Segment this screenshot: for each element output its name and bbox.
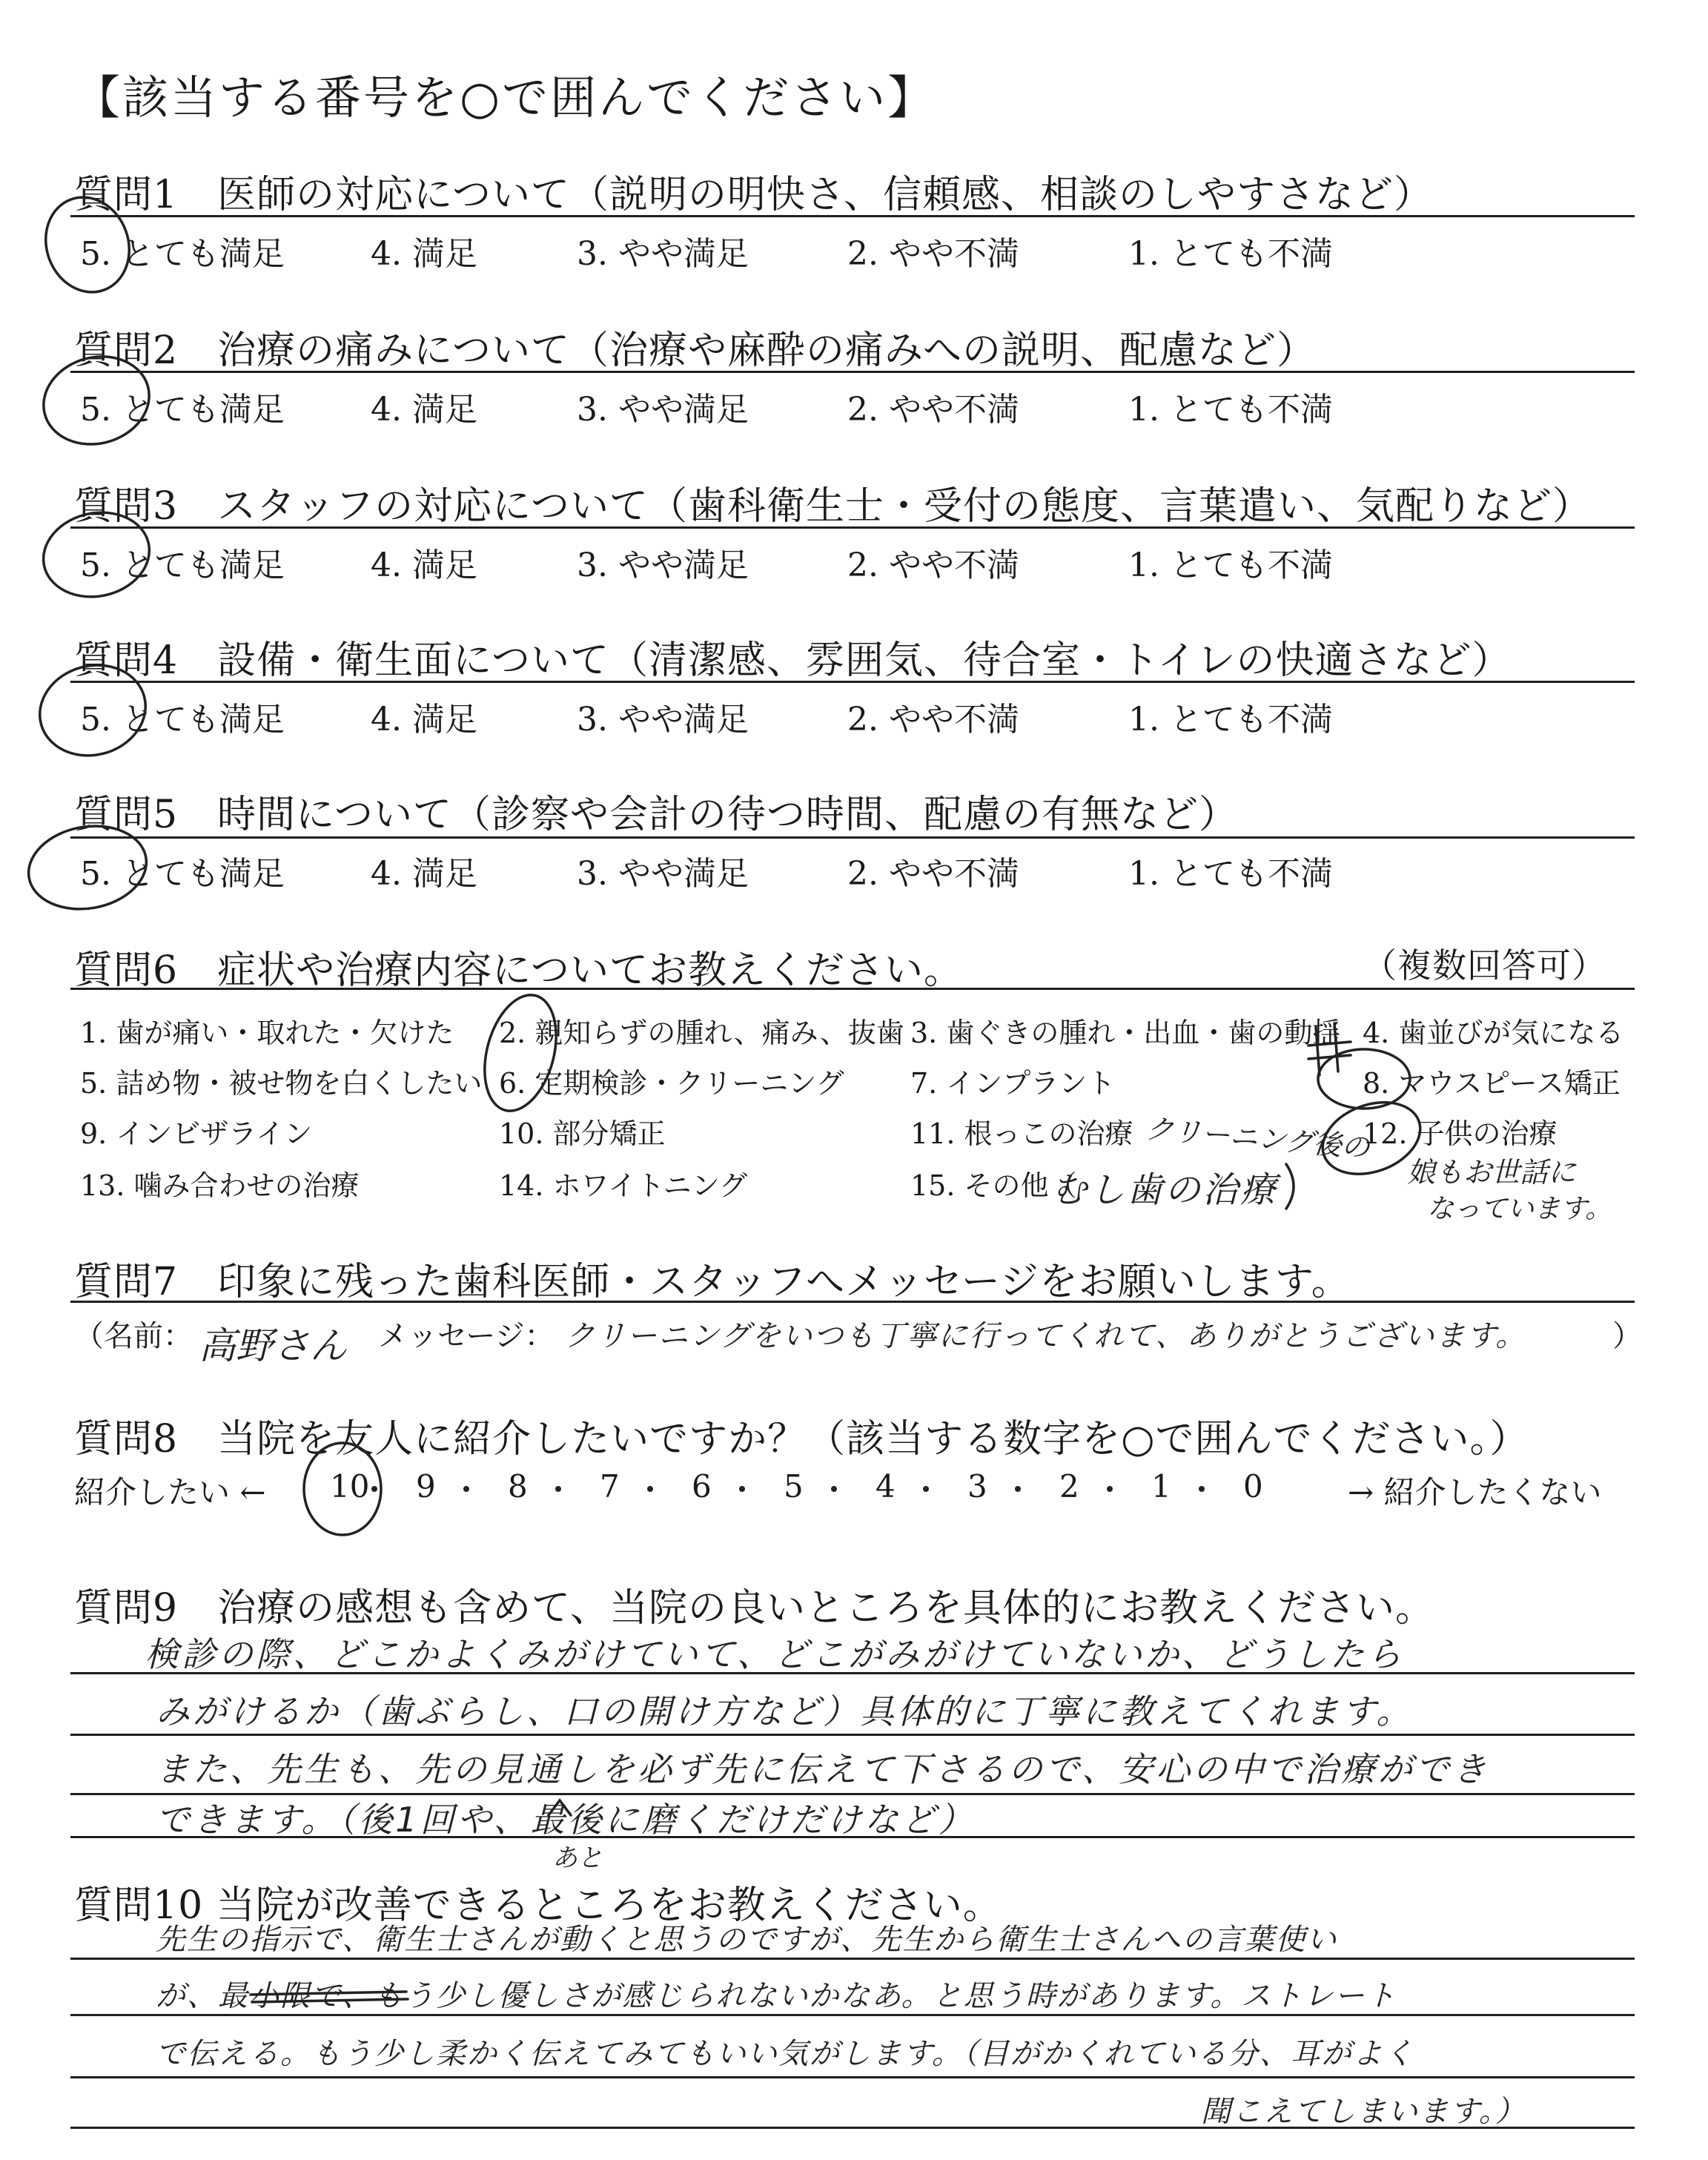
q7-message-value[interactable]: クリーニングをいつも丁寧に行ってくれて、ありがとうございます。 (565, 1319, 1527, 1353)
q6-item-7[interactable]: 7. インプラント (910, 1067, 1116, 1100)
q7-name-value[interactable]: 高野さん (199, 1324, 347, 1367)
divider (70, 1301, 1635, 1303)
q3-option-1[interactable]: 1. とても不満 (1128, 546, 1333, 584)
q8-number-8[interactable]: 8 (508, 1468, 528, 1505)
divider (70, 836, 1635, 839)
q8-number-7[interactable]: 7 (600, 1468, 620, 1505)
q8-separator-dot (555, 1486, 561, 1492)
q5-option-5[interactable]: 5. とても満足 (80, 855, 285, 893)
q7-message-label: メッセージ： (378, 1319, 555, 1353)
q5-option-4[interactable]: 4. 満足 (371, 855, 477, 893)
q8-separator-dot (831, 1486, 837, 1492)
question-6-title: 質問6 症状や治療内容についてお教えください。 (74, 948, 964, 993)
q9-line-2: みがけるか（歯ぶらし、口の開け方など）具体的に丁寧に教えてくれます。 (156, 1691, 1414, 1731)
q8-number-2[interactable]: 2 (1059, 1468, 1079, 1505)
q4-option-4[interactable]: 4. 満足 (371, 701, 477, 739)
q8-number-0[interactable]: 0 (1243, 1468, 1263, 1505)
q8-number-9[interactable]: 9 (416, 1468, 436, 1505)
question-5-title: 質問5 時間について（診察や会計の待つ時間、配慮の有無など） (74, 793, 1239, 837)
q7-close-paren: ） (1612, 1319, 1642, 1353)
q6-item-9[interactable]: 9. インビザライン (80, 1117, 313, 1150)
q6-note-child-1: 娘もお世話に (1407, 1156, 1577, 1189)
q9-line-1: 検診の際、どこかよくみがけていて、どこがみがけていないか、どうしたら (145, 1634, 1405, 1674)
q8-separator-dot (739, 1486, 745, 1492)
q6-item-13[interactable]: 13. 噛み合わせの治療 (80, 1169, 360, 1202)
q8-separator-dot (463, 1486, 469, 1492)
q8-number-10[interactable]: 10 (330, 1468, 370, 1505)
q9-line-4: できます。（後1回や、最後に磨くだけだけなど） (156, 1800, 976, 1840)
question-1-title: 質問1 医師の対応について（説明の明快さ、信頼感、相談のしやすさなど） (74, 173, 1433, 217)
q2-option-4[interactable]: 4. 満足 (371, 391, 477, 429)
q2-option-5[interactable]: 5. とても満足 (80, 391, 285, 429)
q4-option-1[interactable]: 1. とても不満 (1128, 701, 1333, 739)
ruled-line (70, 2076, 1635, 2078)
q6-other-text: むし歯の治療 (1051, 1169, 1279, 1211)
q6-note: （複数回答可） (1363, 945, 1606, 985)
question-2-title: 質問2 治療の痛みについて（治療や麻酔の痛みへの説明、配慮など） (74, 328, 1317, 373)
q1-option-3[interactable]: 3. やや満足 (577, 235, 749, 273)
q6-note-cleaning: クリーニング後の (1144, 1112, 1371, 1165)
q6-other-close-paren (1286, 1164, 1294, 1209)
q6-note-child-2: なっています。 (1427, 1194, 1612, 1224)
q6-item-2[interactable]: 2. 親知らずの腫れ、痛み、抜歯 (499, 1017, 904, 1049)
q1-option-2[interactable]: 2. やや不満 (847, 235, 1019, 273)
question-9-title: 質問9 治療の感想も含めて、当院の良いところを具体的にお教えください。 (74, 1586, 1435, 1631)
q8-left-label: 紹介したい ← (74, 1474, 266, 1510)
ruled-line (70, 1734, 1635, 1736)
q8-separator-dot (647, 1486, 653, 1492)
q10-line-2: が、最小限で、もう少し優しさが感じられないかなあ。と思う時があります。ストレート (156, 1979, 1397, 2013)
divider (70, 215, 1635, 217)
q8-number-4[interactable]: 4 (875, 1468, 896, 1505)
q8-separator-dot (1107, 1486, 1113, 1492)
page-header: 【該当する番号を○で囲んでください】 (74, 70, 936, 125)
question-3-title: 質問3 スタッフの対応について（歯科衛生士・受付の態度、言葉遣い、気配りなど） (74, 484, 1592, 529)
q8-separator-dot (923, 1486, 929, 1492)
question-8-title: 質問8 当院を友人に紹介したいですか？（該当する数字を○で囲んでください。） (74, 1417, 1529, 1462)
divider (70, 526, 1635, 529)
q4-option-2[interactable]: 2. やや不満 (847, 701, 1019, 739)
q5-option-3[interactable]: 3. やや満足 (577, 855, 749, 893)
q8-separator-dot (1015, 1486, 1021, 1492)
q6-item-5[interactable]: 5. 詰め物・被せ物を白くしたい (80, 1067, 483, 1100)
divider (70, 681, 1635, 683)
q6-item-15[interactable]: 15. その他（ (910, 1169, 1077, 1202)
q1-option-1[interactable]: 1. とても不満 (1128, 235, 1333, 273)
q3-option-3[interactable]: 3. やや満足 (577, 546, 749, 584)
q2-option-1[interactable]: 1. とても不満 (1128, 391, 1333, 429)
q8-right-label: → 紹介したくない (1348, 1474, 1602, 1510)
q1-option-5[interactable]: 5. とても満足 (80, 235, 285, 273)
q2-option-3[interactable]: 3. やや満足 (577, 391, 749, 429)
q10-line-4: 聞こえてしまいます。） (1201, 2095, 1526, 2129)
q9-insert-note: あと (552, 1843, 603, 1873)
q3-option-4[interactable]: 4. 満足 (371, 546, 477, 584)
q6-item-4[interactable]: 4. 歯並びが気になる (1363, 1017, 1624, 1049)
q8-number-1[interactable]: 1 (1151, 1468, 1171, 1505)
q7-name-label: （名前： (74, 1319, 193, 1353)
q4-option-5[interactable]: 5. とても満足 (80, 701, 285, 739)
question-4-title: 質問4 設備・衛生面について（清潔感、雰囲気、待合室・トイレの快適さなど） (74, 638, 1512, 683)
q6-item-3[interactable]: 3. 歯ぐきの腫れ・出血・歯の動揺 (910, 1017, 1341, 1049)
q8-separator-dot (371, 1486, 377, 1492)
q6-item-1[interactable]: 1. 歯が痛い・取れた・欠けた (80, 1017, 454, 1049)
q6-item-10[interactable]: 10. 部分矯正 (499, 1117, 666, 1150)
q10-line-1: 先生の指示で、衛生士さんが動くと思うのですが、先生から衛生士さんへの言葉使い (156, 1923, 1338, 1957)
q3-option-2[interactable]: 2. やや不満 (847, 546, 1019, 584)
question-10-title: 質問10 当院が改善できるところをお教えください。 (74, 1883, 1002, 1928)
q6-item-12[interactable]: 12. 子供の治療 (1363, 1117, 1558, 1150)
q8-number-5[interactable]: 5 (784, 1468, 804, 1505)
q6-item-8[interactable]: 8. マウスピース矯正 (1363, 1067, 1621, 1100)
q3-option-5[interactable]: 5. とても満足 (80, 546, 285, 584)
q6-item-11[interactable]: 11. 根っこの治療 (910, 1117, 1133, 1150)
q1-option-4[interactable]: 4. 満足 (371, 235, 477, 273)
divider (70, 988, 1635, 990)
q5-option-1[interactable]: 1. とても不満 (1128, 855, 1333, 893)
q6-item-6[interactable]: 6. 定期検診・クリーニング (499, 1067, 844, 1100)
q9-line-3: また、先生も、先の見通しを必ず先に伝えて下さるので、安心の中で治療ができ (156, 1749, 1490, 1789)
divider (70, 371, 1635, 373)
q2-option-2[interactable]: 2. やや不満 (847, 391, 1019, 429)
q4-option-3[interactable]: 3. やや満足 (577, 701, 749, 739)
q8-separator-dot (1199, 1486, 1205, 1492)
q8-number-6[interactable]: 6 (692, 1468, 712, 1505)
q8-number-3[interactable]: 3 (967, 1468, 987, 1505)
q5-option-2[interactable]: 2. やや不満 (847, 855, 1019, 893)
q6-item-14[interactable]: 14. ホワイトニング (499, 1169, 748, 1202)
question-7-title: 質問7 印象に残った歯科医師・スタッフへメッセージをお願いします。 (74, 1260, 1351, 1304)
q10-struck-word (0, 0, 1, 1)
q10-line-3: で伝える。もう少し柔かく伝えてみてもいい気がします。（目がかくれている分、耳がよく (156, 2037, 1415, 2071)
